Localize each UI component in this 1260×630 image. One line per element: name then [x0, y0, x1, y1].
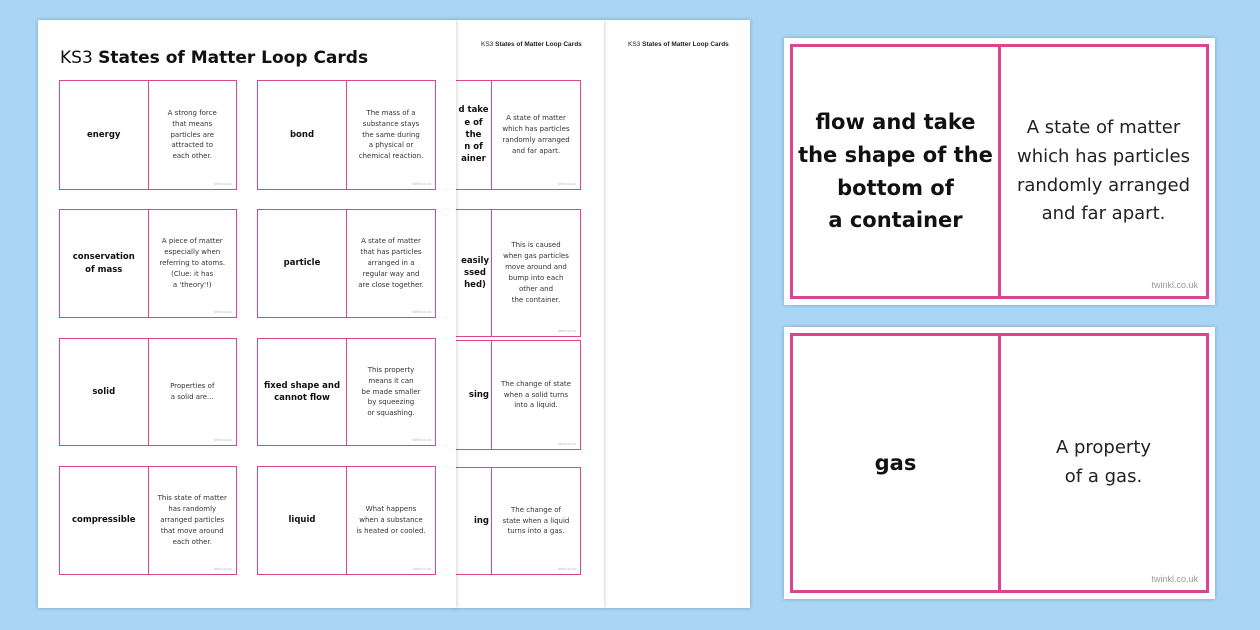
loop-card [257, 466, 436, 575]
card-watermark: twinkl.co.uk [412, 438, 431, 442]
middle-card-4 [453, 467, 581, 575]
card-term: liquid [258, 467, 347, 574]
card-definition: A piece of matter especially when referring to atoms. (Clue: it has a 'theory'!) twinkl.co.uk [159, 237, 232, 314]
card-term: energy [60, 81, 149, 189]
middle-sheet-title: KS3 States of Matter Loop Cards [481, 41, 582, 48]
card-term: sing [454, 341, 492, 449]
card-term: compressible [60, 467, 149, 574]
card-definition: A strong force that means particles are attracted to each other. twinkl.co.uk [167, 108, 232, 186]
card-definition: Properties of a solid are... twinkl.co.uk [170, 382, 232, 442]
card-watermark: twinkl.co.uk [412, 182, 431, 186]
card-watermark: twinkl.co.uk [557, 329, 576, 333]
card-term: ing [454, 468, 492, 574]
loop-card [59, 80, 237, 190]
loop-card [59, 209, 237, 318]
card-watermark: twinkl.co.uk [412, 567, 431, 571]
back-sheet-title: KS3 States of Matter Loop Cards [628, 41, 729, 48]
card-term: fixed shape and cannot flow [258, 339, 347, 445]
loop-card [257, 209, 436, 318]
large-loop-card [784, 327, 1215, 599]
middle-sheet [455, 20, 604, 608]
card-definition: A state of matter that has particles arranged in a regular way and are close together. twinkl.co.uk [358, 237, 431, 314]
card-definition: This property means it can be made smaller by squeezing or squashing. twinkl.co.uk [361, 365, 431, 442]
middle-card-1 [453, 80, 581, 190]
card-term: conservation of mass [60, 210, 149, 317]
card-watermark: twinkl.co.uk [412, 310, 431, 314]
front-sheet [38, 20, 456, 608]
card-watermark: twinkl.co.uk [1151, 280, 1198, 290]
page-title: KS3 States of Matter Loop Cards [60, 48, 369, 68]
large-card-definition: A state of matter which has particles randomly arranged and far apart. twinkl.co.uk [1016, 116, 1198, 290]
loop-card [59, 466, 237, 575]
card-watermark: twinkl.co.uk [557, 182, 576, 186]
card-definition: This is caused when gas particles move around and bump into each other and the container. twinkl.co.uk [503, 241, 576, 333]
middle-card-3 [453, 340, 581, 450]
card-watermark: twinkl.co.uk [557, 442, 576, 446]
loop-card [59, 338, 237, 446]
card-watermark: twinkl.co.uk [213, 310, 232, 314]
card-watermark: twinkl.co.uk [213, 567, 232, 571]
large-card-term: flow and take the shape of the bottom of a container [793, 47, 1001, 296]
card-term: easily ssed hed) [454, 210, 492, 336]
card-term: particle [258, 210, 347, 317]
card-watermark: twinkl.co.uk [557, 567, 576, 571]
card-watermark: twinkl.co.uk [1151, 574, 1198, 584]
large-card-definition: A property of a gas. twinkl.co.uk [1055, 437, 1198, 584]
loop-card [257, 80, 436, 190]
card-definition: The change of state when a solid turns into a liquid. twinkl.co.uk [501, 379, 576, 446]
card-definition: The change of state when a liquid turns into a gas. twinkl.co.uk [502, 505, 576, 571]
middle-card-2 [453, 209, 581, 337]
card-term: d take e of the n of ainer [454, 81, 492, 189]
card-definition: A state of matter which has particles randomly arranged and far apart. twinkl.co.uk [502, 114, 576, 186]
card-term: bond [258, 81, 347, 189]
card-term: solid [60, 339, 149, 445]
back-sheet [604, 20, 750, 608]
card-watermark: twinkl.co.uk [213, 438, 232, 442]
card-definition: What happens when a substance is heated or cooled. twinkl.co.uk [356, 505, 431, 571]
card-definition: The mass of a substance stays the same during a physical or chemical reaction. twinkl.co.uk [358, 108, 431, 186]
large-card-term: gas [793, 336, 1001, 590]
card-definition: This state of matter has randomly arranged particles that move around each other. twinkl.co.uk [157, 494, 232, 571]
large-loop-card [784, 38, 1215, 305]
loop-card [257, 338, 436, 446]
card-watermark: twinkl.co.uk [213, 182, 232, 186]
